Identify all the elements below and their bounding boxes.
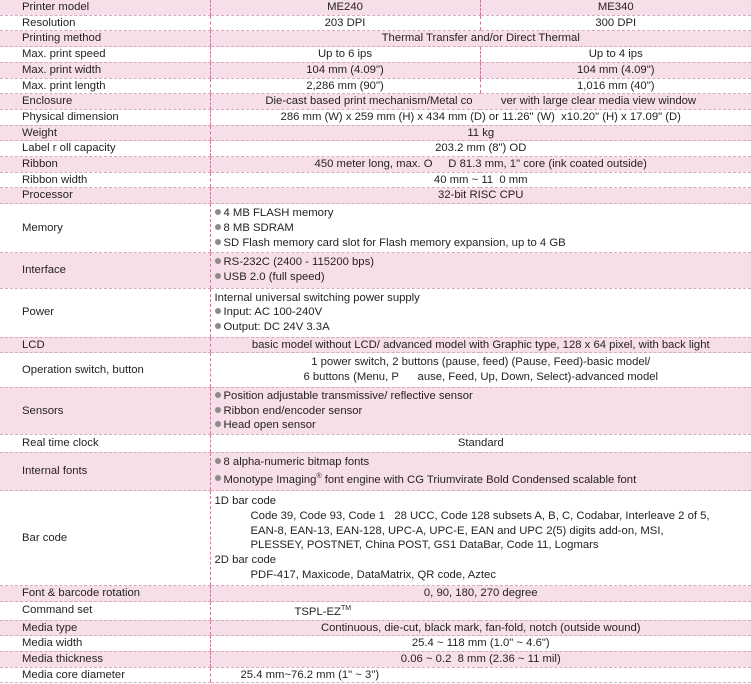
list-item: Position adjustable transmissive/ reflective sensor <box>215 389 748 404</box>
value-me240: 2,286 mm (90") <box>210 78 480 94</box>
row-printer-model <box>0 0 751 15</box>
row-value: 25.4 ~ 118 mm (1.0" ~ 4.6") <box>210 636 751 652</box>
list-item: Ribbon end/encoder sensor <box>215 404 748 419</box>
row-label: Font & barcode rotation <box>0 586 210 602</box>
barcode-1d-heading: 1D bar code <box>214 495 277 508</box>
row-printing-method <box>0 31 751 47</box>
row-ribbon-width <box>0 172 751 188</box>
bullet-dot-icon <box>215 458 221 464</box>
bullet-dot-icon <box>215 421 221 427</box>
row-label: Real time clock <box>0 434 210 452</box>
row-value: 1 power switch, 2 buttons (pause, feed) (Pause, Feed)-basic model/ 6 buttons (Menu, P ause, Feed, Up, Down, Select)-advanced model <box>210 353 751 387</box>
registered-mark: ® <box>316 472 322 480</box>
row-command-set <box>0 602 751 620</box>
list-item: Head open sensor <box>215 418 748 433</box>
row-value <box>210 452 751 490</box>
bullet-dot-icon <box>215 392 221 398</box>
row-value: 40 mm ~ 11 0 mm <box>210 172 751 188</box>
row-processor <box>0 188 751 204</box>
row-interface <box>0 253 751 288</box>
row-bar-code <box>0 491 751 586</box>
row-sensors <box>0 387 751 434</box>
row-enclosure <box>0 94 751 110</box>
bullet-dot-icon <box>215 323 221 329</box>
row-dimension <box>0 109 751 125</box>
row-value: Die-cast based print mechanism/Metal co ver with large clear media view window <box>210 94 751 110</box>
row-label: Resolution <box>0 15 210 31</box>
list-item: 4 MB FLASH memory <box>215 206 748 221</box>
row-label: Ribbon <box>0 157 210 173</box>
row-value: 0, 90, 180, 270 degree <box>210 586 751 602</box>
row-media-core <box>0 667 751 683</box>
row-media-width <box>0 636 751 652</box>
row-value: 1D bar code Code 39, Code 93, Code 1 28 UCC, Code 128 subsets A, B, C, Codabar, Interleave 2 of 5, EAN-8, EAN-13, EAN-128, UPC-A, UPC-E, EAN and UPC 2(5) digits add-on, MSI, PLESSEY, POSTNET, China POST, GS1 DataBar, Code 11, Logmars 2D bar code PDF-417, Maxicode, DataMatrix, QR code, Aztec <box>210 491 751 586</box>
value-me340: 104 mm (4.09") <box>480 62 751 78</box>
row-internal-fonts <box>0 452 751 490</box>
bullet-dot-icon <box>215 273 221 279</box>
row-label-roll <box>0 141 751 157</box>
model-me240: ME240 <box>210 0 480 15</box>
list-item: SD Flash memory card slot for Flash memory expansion, up to 4 GB <box>215 236 748 251</box>
row-label: Internal fonts <box>0 452 210 490</box>
row-value: 450 meter long, max. O D 81.3 mm, 1" core (ink coated outside) <box>210 157 751 173</box>
row-value <box>210 204 751 253</box>
row-real-time-clock <box>0 434 751 452</box>
row-label: Label r oll capacity <box>0 141 210 157</box>
list-item: RS-232C (2400 - 115200 bps) <box>215 255 748 270</box>
row-label: Max. print length <box>0 78 210 94</box>
row-label: Weight <box>0 125 210 141</box>
row-label: Power <box>0 288 210 337</box>
row-print-speed <box>0 47 751 63</box>
barcode-2d-heading: 2D bar code <box>214 553 277 566</box>
list-item: 8 alpha-numeric bitmap fonts <box>215 455 748 470</box>
row-label: Operation switch, button <box>0 353 210 387</box>
row-label: Memory <box>0 204 210 253</box>
row-value: 203.2 mm (8") OD <box>210 141 751 157</box>
row-ribbon <box>0 157 751 173</box>
row-label: Media width <box>0 636 210 652</box>
bullet-dot-icon <box>215 239 221 245</box>
row-print-length <box>0 78 751 94</box>
bullet-dot-icon <box>215 258 221 264</box>
row-label: Command set <box>0 602 210 620</box>
row-value: Continuous, die-cut, black mark, fan-fold, notch (outside wound) <box>210 620 751 636</box>
bullet-dot-icon <box>215 475 221 481</box>
row-media-type <box>0 620 751 636</box>
row-label: Media thickness <box>0 651 210 667</box>
row-value: Standard <box>210 434 751 452</box>
row-value: 25.4 mm~76.2 mm (1" ~ 3") <box>210 667 751 683</box>
row-value: TSPL-EZ™ <box>210 602 751 620</box>
row-rotation <box>0 586 751 602</box>
row-label: Sensors <box>0 387 210 434</box>
row-power <box>0 288 751 337</box>
row-label: Bar code <box>0 491 210 586</box>
row-value: 11 kg <box>210 125 751 141</box>
list-item: Input: AC 100-240V <box>215 305 748 320</box>
bullet-dot-icon <box>215 407 221 413</box>
row-memory <box>0 204 751 253</box>
row-label: Max. print speed <box>0 47 210 63</box>
row-value: 0.06 ~ 0.2 8 mm (2.36 ~ 11 mil) <box>210 651 751 667</box>
row-label: Interface <box>0 253 210 288</box>
row-media-thickness <box>0 651 751 667</box>
value-me340: 1,016 mm (40") <box>480 78 751 94</box>
row-label: Enclosure <box>0 94 210 110</box>
list-item: Output: DC 24V 3.3A <box>215 320 748 335</box>
row-value <box>210 288 751 337</box>
row-weight <box>0 125 751 141</box>
value-me340: 300 DPI <box>480 15 751 31</box>
row-print-width <box>0 62 751 78</box>
row-label: LCD <box>0 337 210 353</box>
row-value: 32-bit RISC CPU <box>210 188 751 204</box>
row-label: Printer model <box>0 0 210 15</box>
row-value <box>210 253 751 288</box>
row-label: Processor <box>0 188 210 204</box>
value-me240: 203 DPI <box>210 15 480 31</box>
bullet-dot-icon <box>215 308 221 314</box>
value-me240: 104 mm (4.09") <box>210 62 480 78</box>
row-label: Media core diameter <box>0 667 210 683</box>
row-lcd <box>0 337 751 353</box>
row-label: Ribbon width <box>0 172 210 188</box>
row-value: 286 mm (W) x 259 mm (H) x 434 mm (D) or 11.26" (W) x10.20" (H) x 17.09" (D) <box>210 109 751 125</box>
list-item: USB 2.0 (full speed) <box>215 270 748 285</box>
bullet-dot-icon <box>215 209 221 215</box>
row-resolution <box>0 15 751 31</box>
bullet-dot-icon <box>215 224 221 230</box>
model-me340: ME340 <box>480 0 751 15</box>
row-value: Thermal Transfer and/or Direct Thermal <box>210 31 751 47</box>
value-me340: Up to 4 ips <box>480 47 751 63</box>
row-value <box>210 387 751 434</box>
row-value: basic model without LCD/ advanced model with Graphic type, 128 x 64 pixel, with back light <box>210 337 751 353</box>
row-label: Media type <box>0 620 210 636</box>
value-me240: Up to 6 ips <box>210 47 480 63</box>
row-label: Printing method <box>0 31 210 47</box>
row-label: Max. print width <box>0 62 210 78</box>
list-item: Monotype Imaging® font engine with CG Triumvirate Bold Condensed scalable font <box>215 470 748 487</box>
list-item: 8 MB SDRAM <box>215 221 748 236</box>
row-operation-switch <box>0 353 751 387</box>
power-supply-text: Internal universal switching power supply <box>214 291 420 304</box>
row-label: Physical dimension <box>0 109 210 125</box>
